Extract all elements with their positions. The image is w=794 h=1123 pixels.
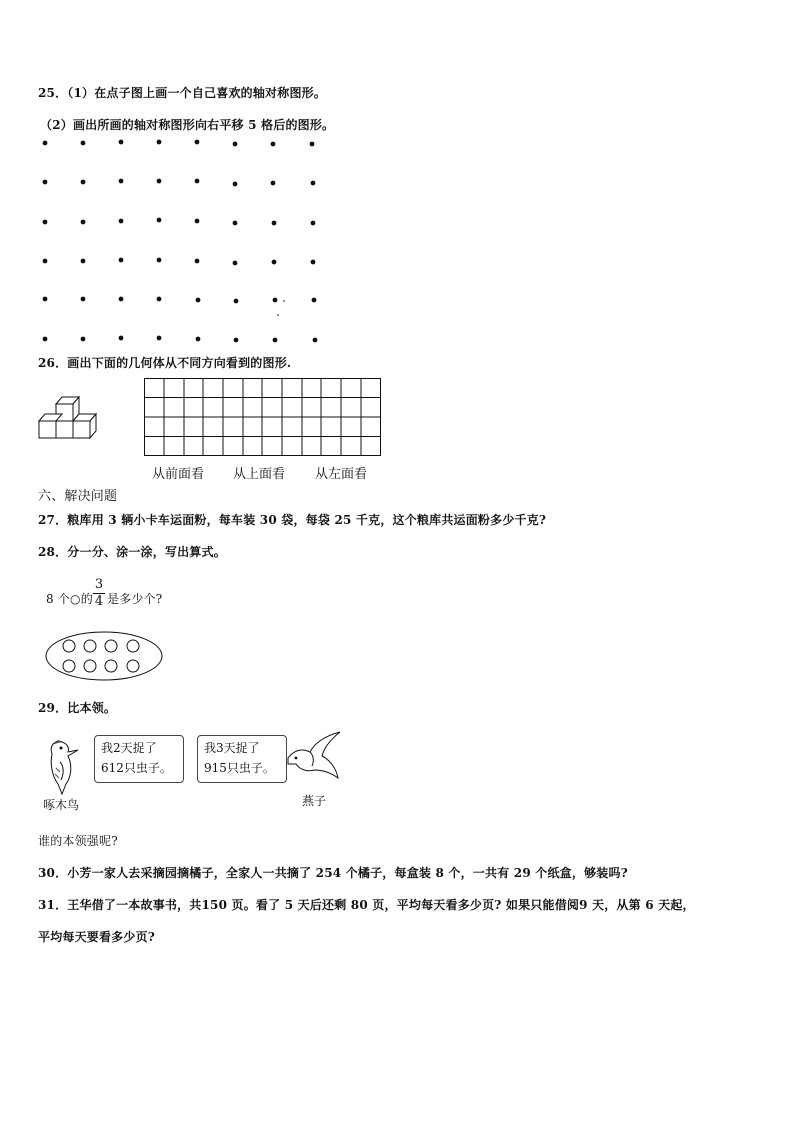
bubble1-line2: 612只虫子。 <box>101 761 172 775</box>
q31-line1: 31．王华借了一本故事书，共150 页。看了 5 天后还剩 80 页，平均每天看多少页? 如果只能借阅9 天，从第 6 天起， <box>38 898 695 912</box>
dot-grid[interactable] <box>37 134 327 349</box>
speech-bubble-woodpecker <box>94 735 184 783</box>
q29-question: 谁的本领强呢? <box>38 834 118 848</box>
cube-solid-figure <box>34 392 108 446</box>
speech-bubble-swallow <box>197 735 287 783</box>
woodpecker-icon <box>42 738 88 796</box>
q29-text: 29．比本领。 <box>38 701 117 715</box>
q28-fraction-pre: 8 个○的 <box>46 592 93 606</box>
bubble2-line1: 我3天捉了 <box>204 741 260 755</box>
q30-text: 30．小芳一家人去采摘园摘橘子，全家人一共摘了 254 个橘子，每盒装 8 个，一共有 29 个纸盒，够装吗? <box>38 866 628 880</box>
circles-oval[interactable] <box>44 630 164 682</box>
q26-prompt: 26．画出下面的几何体从不同方向看到的图形. <box>38 356 292 370</box>
bubble1-line1: 我2天捉了 <box>101 741 157 755</box>
section-heading: 六、解决问题 <box>38 489 118 504</box>
swallow-icon <box>284 730 346 786</box>
q27-text: 27．粮库用 3 辆小卡车运面粉，每车装 30 袋，每袋 25 千克，这个粮库共运面粉多少千克? <box>38 513 547 527</box>
q28-text: 28．分一分、涂一涂，写出算式。 <box>38 545 226 559</box>
bird-name-woodpecker: 啄木鸟 <box>43 798 80 812</box>
view-label-left: 从左面看 <box>315 467 368 482</box>
q25-line2: （2）画出所画的轴对称图形向右平移 5 格后的图形。 <box>40 118 335 132</box>
fraction-numerator: 3 <box>94 577 104 592</box>
view-label-top: 从上面看 <box>233 467 286 482</box>
fraction-denominator: 4 <box>94 594 104 609</box>
q25-line1: 25．（1）在点子图上画一个自己喜欢的轴对称图形。 <box>38 86 327 100</box>
view-label-front: 从前面看 <box>152 467 205 482</box>
q28-fraction-post: 是多少个? <box>107 592 163 606</box>
drawing-grid[interactable] <box>144 378 384 458</box>
bird-name-swallow: 燕子 <box>302 794 327 808</box>
q28-fraction <box>93 578 105 609</box>
q31-line2: 平均每天要看多少页? <box>38 930 156 944</box>
bubble2-line2: 915只虫子。 <box>204 761 275 775</box>
